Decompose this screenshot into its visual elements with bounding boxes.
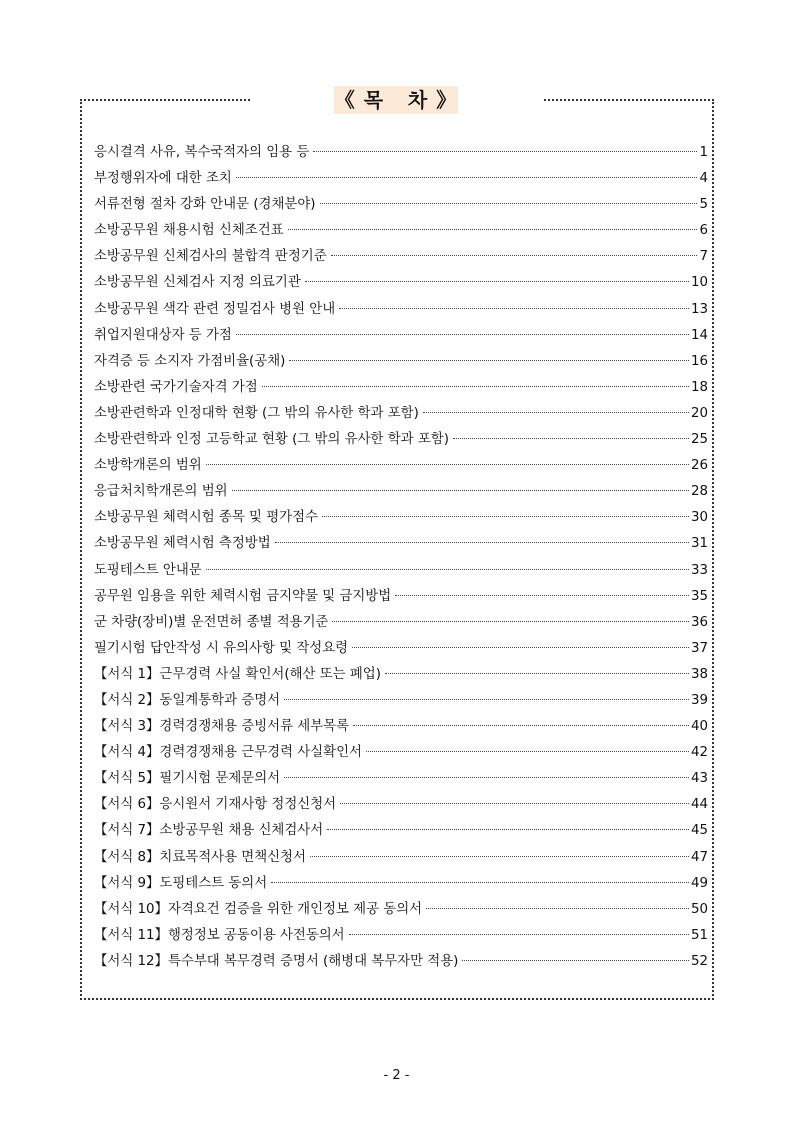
dot-leader [289, 360, 689, 361]
toc-entry[interactable] [94, 818, 708, 844]
toc-entry-page: 45 [690, 823, 708, 839]
toc-entry-label: 응급처치학개론의 범위 [94, 484, 228, 500]
toc-entry-label: 소방관련학과 인정대학 현황 (그 밖의 유사한 학과 포함) [94, 405, 419, 421]
page-number: - 2 - [383, 1068, 410, 1083]
toc-entry-page: 7 [699, 249, 708, 265]
toc-entry-label: 【서식 4】경력경쟁채용 근무경력 사실확인서 [94, 745, 362, 761]
toc-entry-page: 10 [690, 275, 708, 291]
toc-entry-page: 28 [690, 484, 708, 500]
toc-entry[interactable] [94, 323, 708, 349]
toc-entry-label: 서류전형 절차 강화 안내문 (경채분야) [94, 197, 316, 213]
toc-entry-page: 49 [690, 875, 708, 891]
dot-leader [236, 177, 698, 178]
dot-leader [385, 673, 689, 674]
toc-entry-label: 【서식 9】도핑테스트 동의서 [94, 875, 268, 891]
dot-leader [206, 569, 689, 570]
toc-entry-page: 6 [699, 223, 708, 239]
dot-leader [395, 595, 689, 596]
dot-leader [275, 542, 689, 543]
toc-entry[interactable] [94, 401, 708, 427]
dot-leader [352, 647, 689, 648]
toc-entry[interactable] [94, 531, 708, 557]
toc-entry[interactable] [94, 479, 708, 505]
toc-entry-label: 소방학개론의 범위 [94, 458, 202, 474]
dot-leader [349, 934, 689, 935]
dot-leader [232, 490, 689, 491]
toc-entry-page: 35 [690, 588, 708, 604]
toc-entry-label: 【서식 2】동일계통학과 증명서 [94, 692, 281, 708]
toc-entry[interactable] [94, 897, 708, 923]
dot-leader [313, 151, 697, 152]
dot-leader [462, 960, 689, 961]
toc-entry[interactable] [94, 270, 708, 296]
toc-entry-page: 13 [690, 301, 708, 317]
toc-entry-page: 38 [690, 666, 708, 682]
toc-entry-page: 20 [690, 405, 708, 421]
toc-entry-label: 【서식 5】필기시험 문제문의서 [94, 771, 281, 787]
toc-entry[interactable] [94, 610, 708, 636]
dot-leader [453, 438, 689, 439]
toc-entry-page: 42 [690, 745, 708, 761]
dot-leader [339, 308, 689, 309]
toc-entry-page: 43 [690, 771, 708, 787]
toc-entry[interactable] [94, 453, 708, 479]
toc-entry-page: 40 [690, 719, 708, 735]
toc-entry[interactable] [94, 505, 708, 531]
dot-leader [236, 334, 689, 335]
toc-entry-label: 부정행위자에 대한 조치 [94, 171, 232, 187]
toc-entry-page: 50 [690, 901, 708, 917]
toc-entry-page: 4 [699, 171, 708, 187]
toc-entry-label: 취업지원대상자 등 가점 [94, 327, 232, 343]
toc-entry[interactable] [94, 558, 708, 584]
dot-leader [322, 516, 689, 517]
toc-entry[interactable] [94, 792, 708, 818]
dot-leader [305, 281, 689, 282]
toc-entry-label: 군 차량(장비)별 운전면허 종별 적용기준 [94, 614, 329, 630]
toc-entry-label: 공무원 임용을 위한 체력시험 금지약물 및 금지방법 [94, 588, 392, 604]
toc-entry[interactable] [94, 166, 708, 192]
dot-leader [310, 856, 689, 857]
toc-entry[interactable] [94, 584, 708, 610]
toc-entry[interactable] [94, 636, 708, 662]
toc-entry[interactable] [94, 949, 708, 975]
toc-entry-label: 도핑테스트 안내문 [94, 562, 202, 578]
toc-entry-label: 소방공무원 체력시험 측정방법 [94, 536, 271, 552]
dot-leader [366, 751, 689, 752]
dot-leader [426, 908, 689, 909]
toc-entry-page: 18 [690, 379, 708, 395]
toc-entry-page: 44 [690, 797, 708, 813]
toc-entry-page: 51 [690, 927, 708, 943]
dot-leader [327, 829, 689, 830]
toc-entry[interactable] [94, 688, 708, 714]
dot-leader [331, 255, 698, 256]
toc-entry-label: 자격증 등 소지자 가점비율(공채) [94, 353, 286, 369]
toc-entry[interactable] [94, 192, 708, 218]
dot-leader [353, 725, 689, 726]
toc-entry-label: 소방관련 국가기술자격 가점 [94, 379, 258, 395]
toc-entry[interactable] [94, 740, 708, 766]
dot-leader [288, 229, 698, 230]
table-of-contents [94, 140, 708, 975]
toc-entry-label: 소방공무원 색각 관련 정밀검사 병원 안내 [94, 301, 336, 317]
dot-leader [262, 386, 689, 387]
toc-entry[interactable] [94, 714, 708, 740]
toc-entry-label: 소방공무원 신체검사 지정 의료기관 [94, 275, 301, 291]
toc-entry-page: 16 [690, 353, 708, 369]
toc-entry[interactable] [94, 662, 708, 688]
toc-entry-label: 【서식 7】소방공무원 채용 신체검사서 [94, 823, 324, 839]
dot-leader [206, 464, 689, 465]
dot-leader [332, 621, 689, 622]
toc-entry-page: 26 [690, 458, 708, 474]
dot-leader [320, 203, 698, 204]
toc-entry[interactable] [94, 297, 708, 323]
toc-entry[interactable] [94, 244, 708, 270]
toc-entry-page: 36 [690, 614, 708, 630]
toc-entry-label: 소방공무원 체력시험 종목 및 평가점수 [94, 510, 318, 526]
toc-entry[interactable] [94, 923, 708, 949]
toc-entry[interactable] [94, 375, 708, 401]
dot-leader [284, 699, 689, 700]
dot-leader [284, 777, 689, 778]
toc-entry[interactable] [94, 871, 708, 897]
toc-entry-label: 필기시험 답안작성 시 유의사항 및 작성요령 [94, 640, 349, 656]
toc-entry-label: 【서식 11】행정정보 공동이용 사전동의서 [94, 927, 345, 943]
toc-entry[interactable] [94, 218, 708, 244]
toc-entry-page: 47 [690, 849, 708, 865]
toc-entry-page: 25 [690, 432, 708, 448]
toc-entry-label: 【서식 6】응시원서 기재사항 정정신청서 [94, 797, 337, 813]
toc-entry[interactable] [94, 845, 708, 871]
page-title: 《 목 차 》 [334, 88, 458, 112]
toc-entry-label: 【서식 3】경력경쟁채용 증빙서류 세부목록 [94, 719, 350, 735]
toc-entry-page: 14 [690, 327, 708, 343]
toc-entry-label: 【서식 8】치료목적사용 면책신청서 [94, 849, 306, 865]
toc-entry-page: 33 [690, 562, 708, 578]
toc-entry-label: 【서식 12】특수부대 복무경력 증명서 (해병대 복무자만 적용) [94, 953, 459, 969]
toc-entry-label: 응시결격 사유, 복수국적자의 임용 등 [94, 145, 310, 160]
toc-entry-page: 5 [699, 197, 708, 213]
toc-entry[interactable] [94, 140, 708, 166]
dot-leader [423, 412, 689, 413]
toc-entry-page: 39 [690, 692, 708, 708]
dot-leader [340, 803, 689, 804]
toc-entry-page: 31 [690, 536, 708, 552]
toc-entry[interactable] [94, 766, 708, 792]
toc-entry-page: 37 [690, 640, 708, 656]
toc-entry-label: 【서식 1】근무경력 사실 확인서(해산 또는 폐업) [94, 666, 381, 682]
toc-entry[interactable] [94, 349, 708, 375]
toc-entry[interactable] [94, 427, 708, 453]
toc-entry-label: 소방관련학과 인정 고등학교 현황 (그 밖의 유사한 학과 포함) [94, 432, 449, 448]
toc-entry-label: 소방공무원 채용시험 신체조건표 [94, 223, 284, 239]
toc-entry-label: 소방공무원 신체검사의 불합격 판정기준 [94, 249, 327, 265]
toc-entry-label: 【서식 10】자격요건 검증을 위한 개인정보 제공 동의서 [94, 901, 423, 917]
toc-entry-page: 30 [690, 510, 708, 526]
dot-leader [271, 882, 689, 883]
toc-entry-page: 52 [690, 953, 708, 969]
toc-entry-page: 1 [699, 145, 708, 160]
